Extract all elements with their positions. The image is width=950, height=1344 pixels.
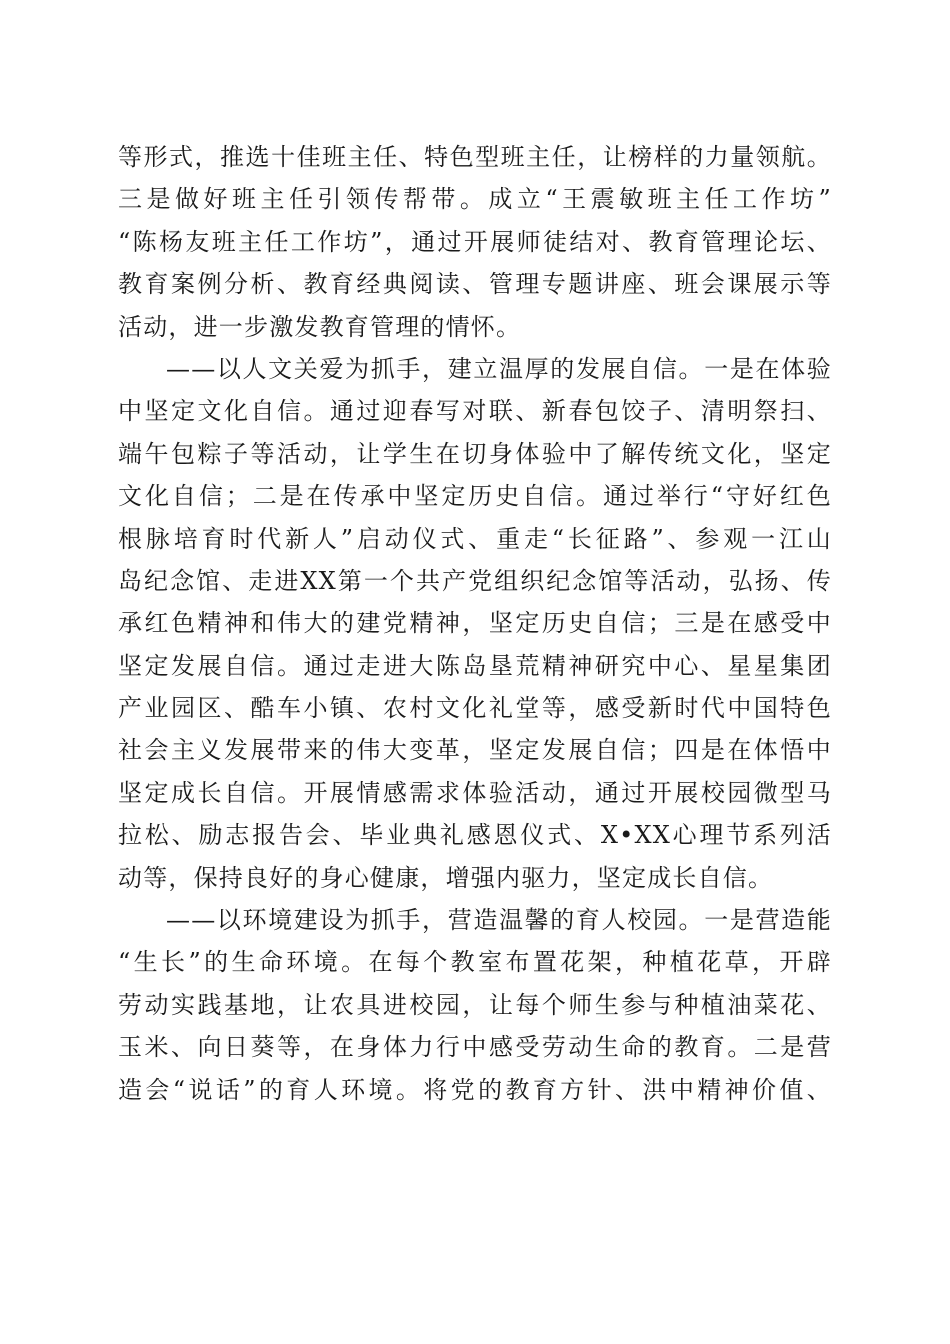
text-line: 劳动实践基地，让农具进校园，让每个师生参与种植油菜花、 [118,990,832,1019]
text-line: 中坚定文化自信。通过迎春写对联、新春包饺子、清明祭扫、 [118,397,832,426]
text-line: “生长”的生命环境。在每个教室布置花架，种植花草，开辟 [118,948,832,977]
text-line: “陈杨友班主任工作坊”，通过开展师徒结对、教育管理论坛、 [118,227,832,256]
text-line: ——以人文关爱为抓手，建立温厚的发展自信。一是在体验 [166,354,832,383]
text-line: 承红色精神和伟大的建党精神，坚定历史自信；三是在感受中 [118,609,832,638]
text-line: 产业园区、酷车小镇、农村文化礼堂等，感受新时代中国特色 [118,694,832,723]
text-line: 端午包粽子等活动，让学生在切身体验中了解传统文化，坚定 [118,439,832,468]
text-line: 岛纪念馆、走进XX第一个共产党组织纪念馆等活动，弘扬、传 [118,566,832,595]
text-line: 教育案例分析、教育经典阅读、管理专题讲座、班会课展示等 [118,270,832,299]
text-line: 造会“说话”的育人环境。将党的教育方针、洪中精神价值、 [118,1075,832,1104]
text-line: 坚定成长自信。开展情感需求体验活动，通过开展校园微型马 [118,778,832,807]
text-line: 根脉培育时代新人”启动仪式、重走“长征路”、参观一江山 [118,524,832,553]
text-line: 拉松、励志报告会、毕业典礼感恩仪式、X•XX心理节系列活 [118,821,832,850]
text-line: 等形式，推选十佳班主任、特色型班主任，让榜样的力量领航。 [118,143,832,171]
text-line: 动等，保持良好的身心健康，增强内驱力，坚定成长自信。 [118,863,774,892]
text-line: 三是做好班主任引领传帮带。成立“王震敏班主任工作坊” [118,185,832,214]
text-line: 活动，进一步激发教育管理的情怀。 [118,312,522,341]
text-line: 社会主义发展带来的伟大变革，坚定发展自信；四是在体悟中 [118,736,832,765]
text-line: 坚定发展自信。通过走进大陈岛垦荒精神研究中心、星星集团 [118,651,832,680]
body-text [118,136,832,1111]
text-line: ——以环境建设为抓手，营造温馨的育人校园。一是营造能 [166,906,832,935]
text-line: 文化自信；二是在传承中坚定历史自信。通过举行“守好红色 [118,482,832,511]
text-line: 玉米、向日葵等，在身体力行中感受劳动生命的教育。二是营 [118,1033,832,1062]
